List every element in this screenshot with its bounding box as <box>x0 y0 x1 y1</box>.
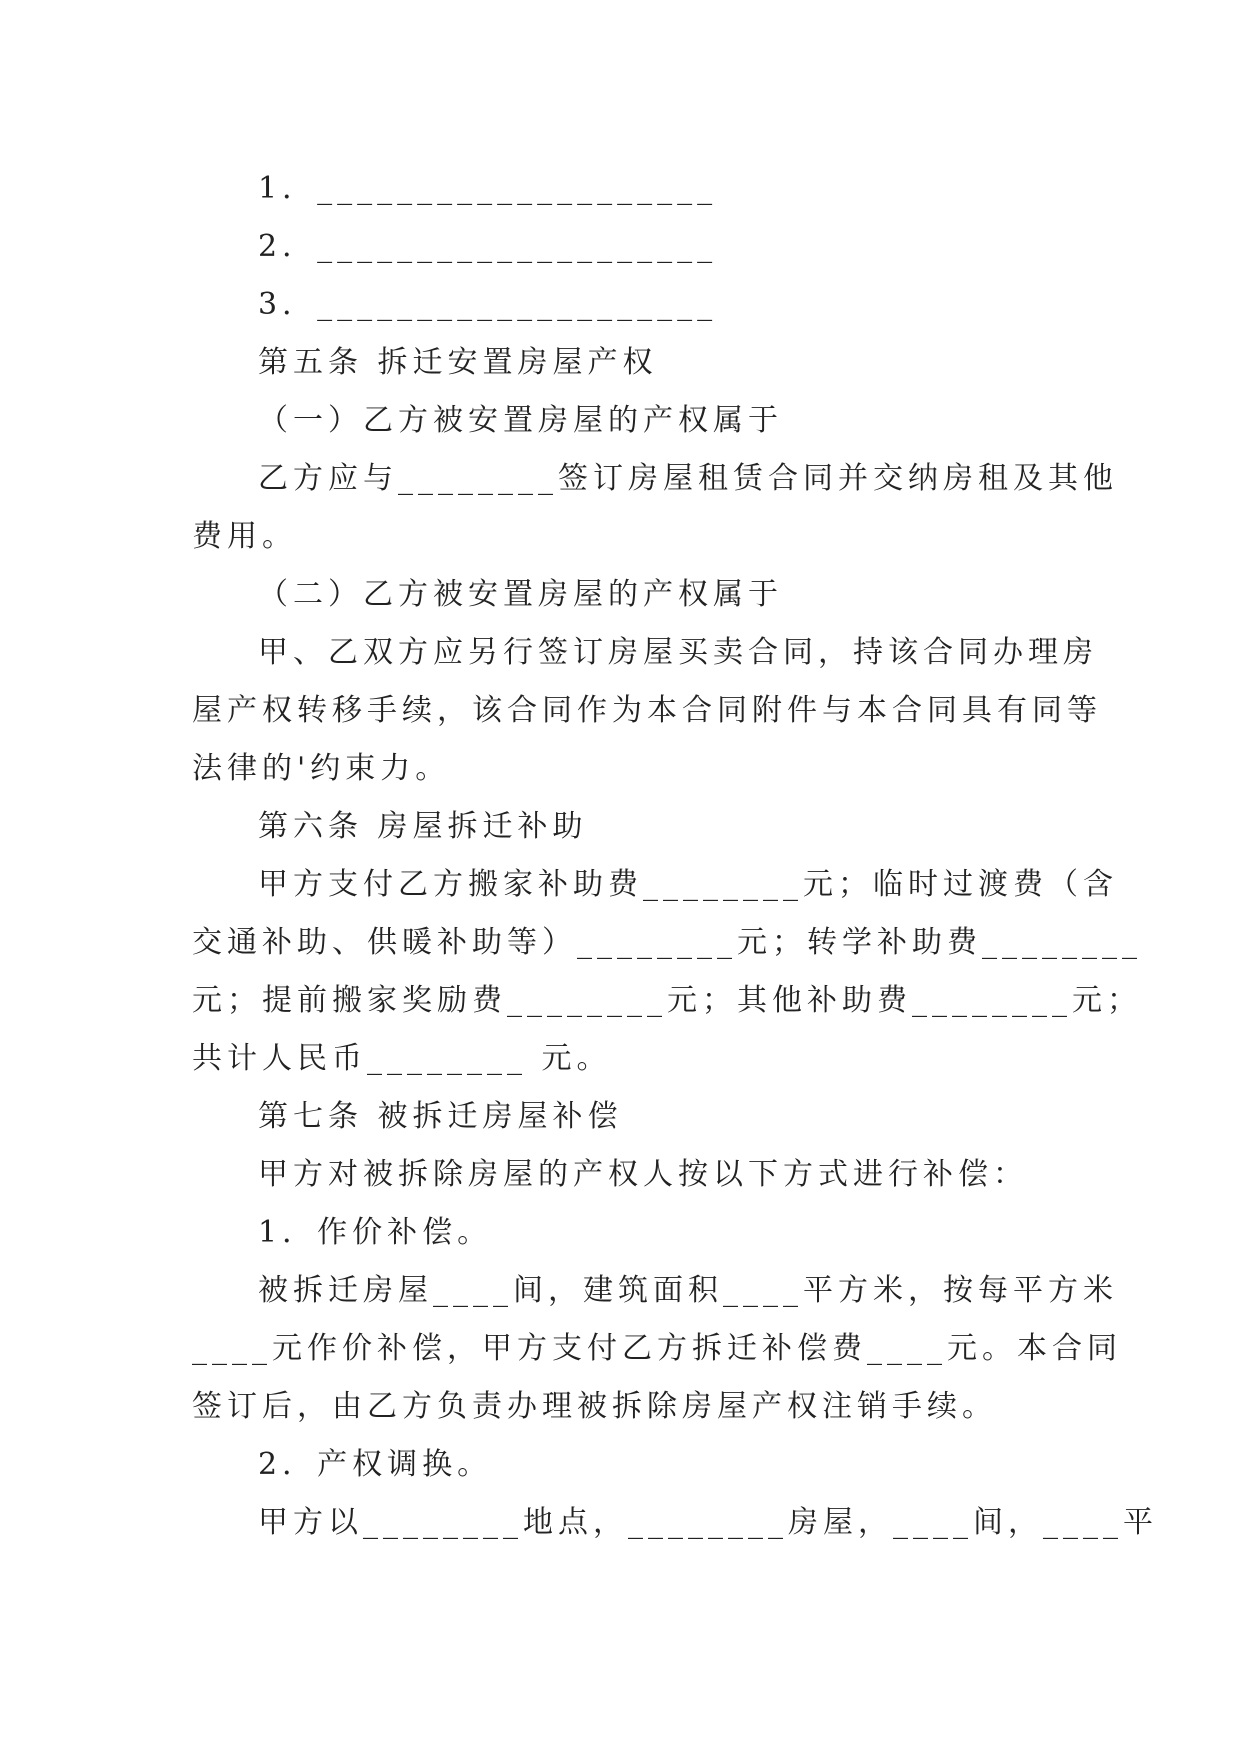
paragraph-line: 甲方以________地点，________房屋，____间，____平 <box>258 1505 1158 1540</box>
paragraph-line: 乙方应与________签订房屋租赁合同并交纳房租及其他 <box>258 461 1118 496</box>
list-item-1: 1．____________________ <box>258 171 718 206</box>
article-5-clause-2: （二）乙方被安置房屋的产权属于 <box>258 577 783 612</box>
paragraph-line: 屋产权转移手续，该合同作为本合同附件与本合同具有同等 <box>192 693 1102 728</box>
list-item-2: 2．____________________ <box>258 229 718 264</box>
list-item-3: 3．____________________ <box>258 287 718 322</box>
paragraph-line: 交通补助、供暖补助等）________元；转学补助费________ <box>192 925 1142 960</box>
paragraph-line: 共计人民币________ 元。 <box>192 1041 612 1076</box>
paragraph-line: 法律的'约束力。 <box>192 751 451 786</box>
article-7-heading: 第七条 被拆迁房屋补偿 <box>258 1099 623 1134</box>
paragraph-line: 元；提前搬家奖励费________元；其他补助费________元； <box>192 983 1142 1018</box>
article-5-clause-1: （一）乙方被安置房屋的产权属于 <box>258 403 783 438</box>
paragraph-line: 甲方支付乙方搬家补助费________元；临时过渡费（含 <box>258 867 1118 902</box>
paragraph-line: 费用。 <box>192 519 297 554</box>
article-6-heading: 第六条 房屋拆迁补助 <box>258 809 588 844</box>
paragraph-line: 甲、乙双方应另行签订房屋买卖合同，持该合同办理房 <box>258 635 1098 670</box>
document-body <box>192 160 1158 1552</box>
paragraph-line: 被拆迁房屋____间，建筑面积____平方米，按每平方米 <box>258 1273 1118 1308</box>
subsection-heading: 2．产权调换。 <box>258 1447 493 1482</box>
paragraph-line: 签订后，由乙方负责办理被拆除房屋产权注销手续。 <box>192 1389 997 1424</box>
subsection-heading: 1．作价补偿。 <box>258 1215 493 1250</box>
article-5-heading: 第五条 拆迁安置房屋产权 <box>258 345 658 380</box>
paragraph-line: 甲方对被拆除房屋的产权人按以下方式进行补偿： <box>258 1157 1028 1192</box>
paragraph-line: ____元作价补偿，甲方支付乙方拆迁补偿费____元。本合同 <box>192 1331 1122 1366</box>
